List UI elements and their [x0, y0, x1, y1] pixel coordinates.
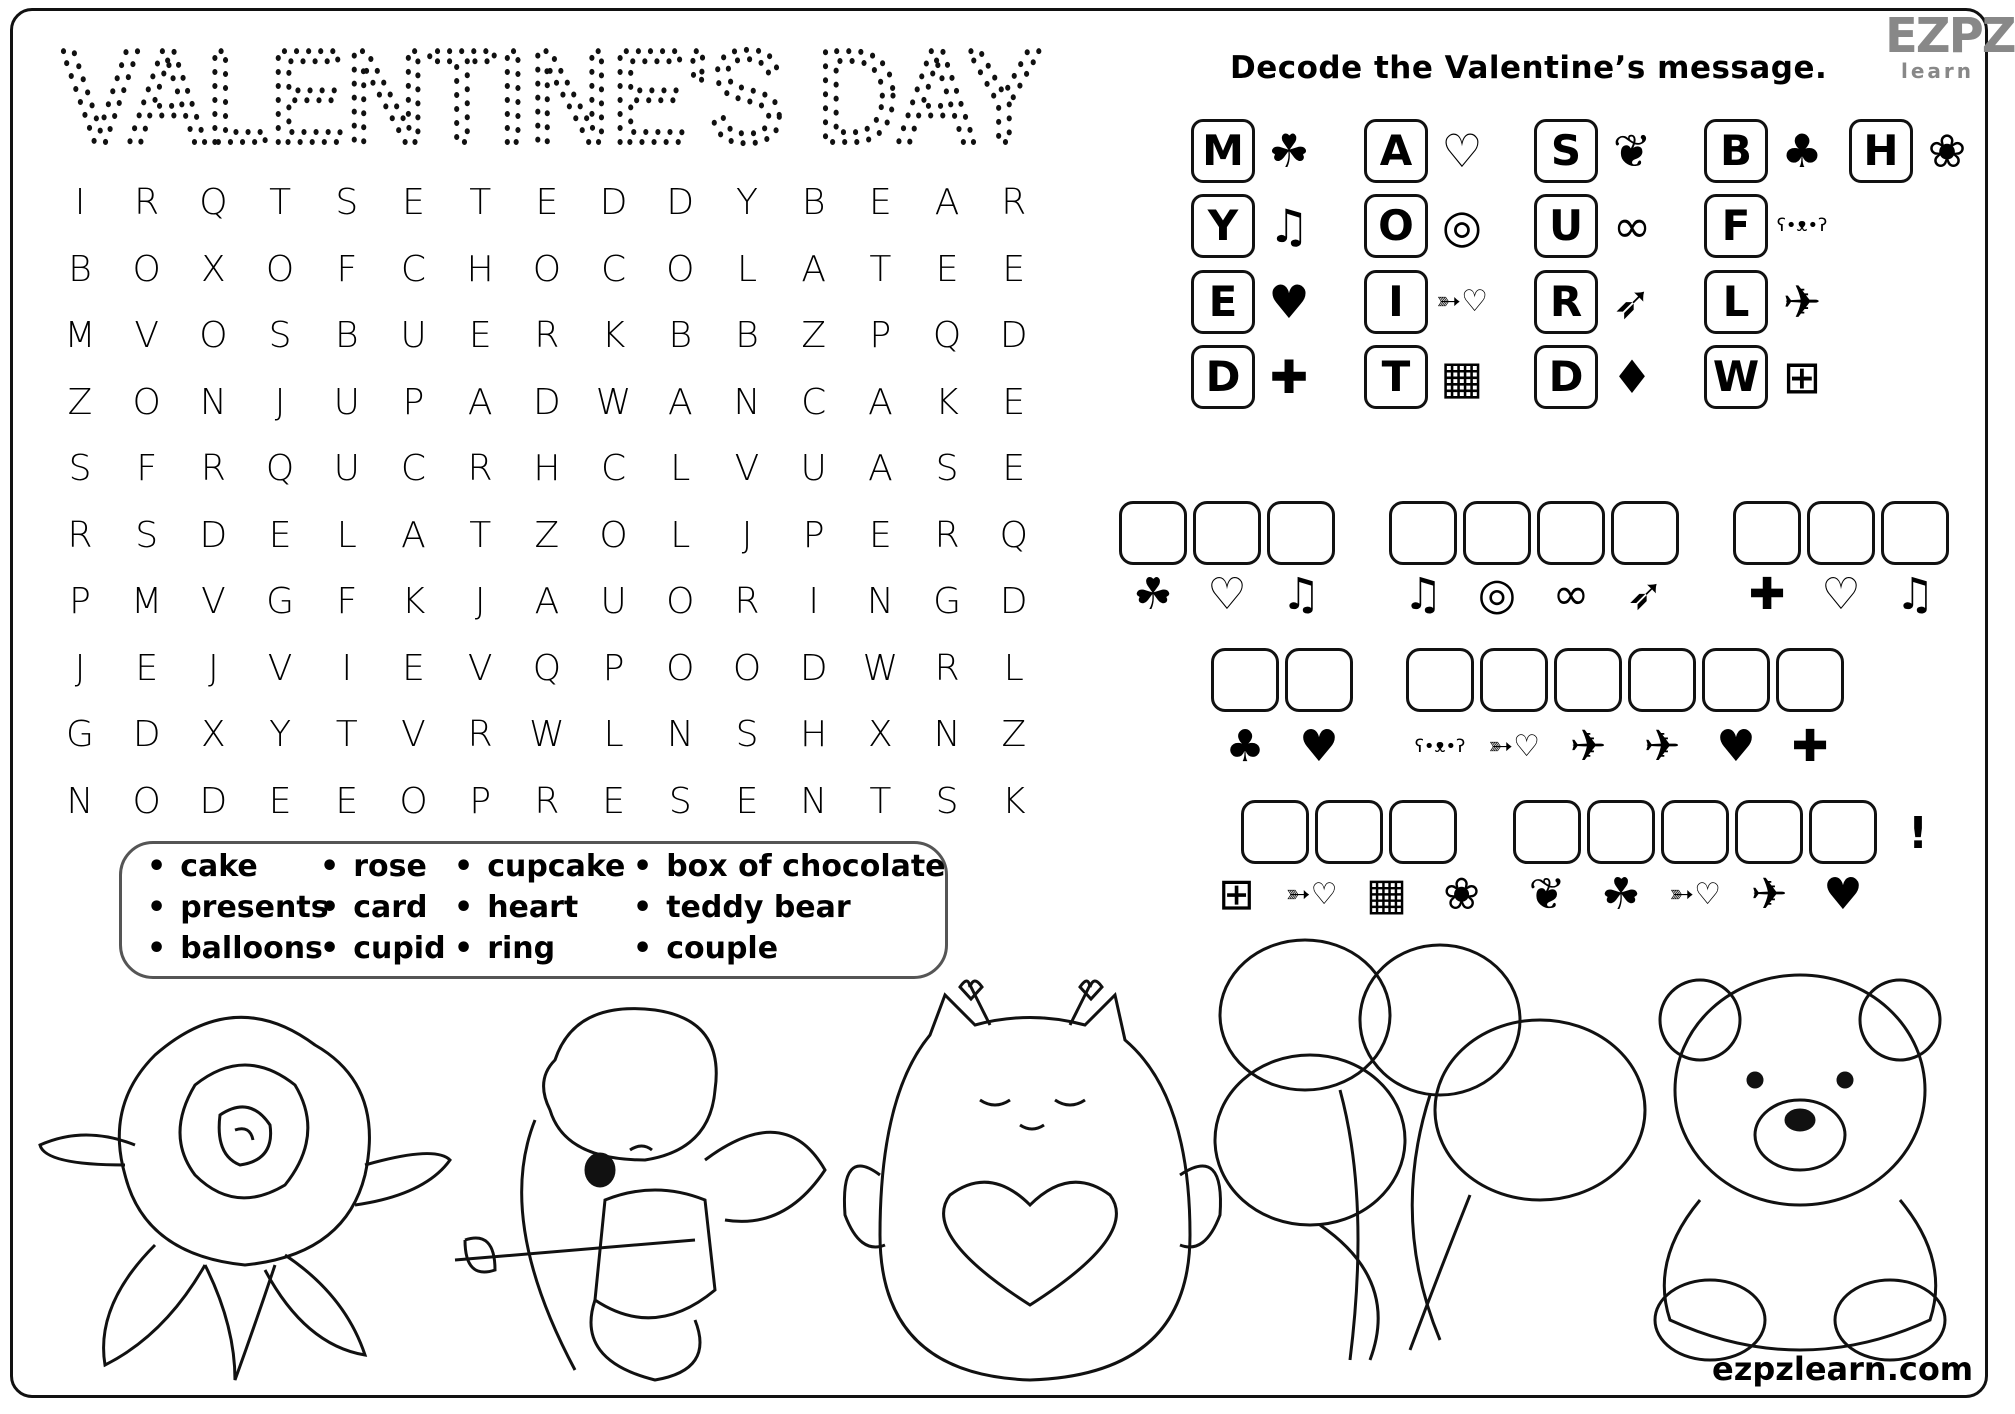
- grid-letter[interactable]: T: [869, 248, 892, 290]
- teddy-bear-icon: ʕ•ᴥ•ʔ: [1414, 736, 1466, 757]
- word-list-item: • teddy bear: [633, 890, 851, 925]
- key-letter-box: M: [1191, 119, 1255, 183]
- cat-illustration: [840, 975, 1230, 1390]
- chocolate-icon: ▦: [1365, 869, 1408, 920]
- grid-letter[interactable]: D: [533, 381, 561, 423]
- answer-box[interactable]: [1702, 648, 1770, 712]
- answer-box[interactable]: [1776, 648, 1844, 712]
- heart-icon: ♥: [1823, 869, 1863, 920]
- grid-letter[interactable]: U: [333, 448, 360, 489]
- music-note-icon: ♫: [1403, 569, 1443, 620]
- grid-letter[interactable]: X: [868, 714, 893, 755]
- word-list-item: • rose: [320, 849, 427, 884]
- grid-letter[interactable]: S: [335, 182, 359, 223]
- plus-icon: ✚: [1791, 721, 1829, 772]
- bow-arrow-icon: ➶: [1626, 569, 1664, 620]
- grid-letter[interactable]: A: [534, 581, 560, 622]
- grid-letter[interactable]: C: [601, 248, 627, 290]
- grid-letter[interactable]: T: [869, 780, 892, 822]
- grid-letter[interactable]: R: [534, 780, 560, 822]
- grid-letter[interactable]: N: [66, 780, 94, 822]
- grid-letter[interactable]: N: [199, 381, 227, 423]
- grid-letter[interactable]: R: [934, 514, 960, 556]
- ezpz-logo: [1885, 8, 2015, 83]
- grid-letter[interactable]: M: [131, 581, 163, 622]
- website-url: ezpzlearn.com: [1712, 1350, 1974, 1388]
- grid-letter[interactable]: O: [532, 248, 562, 290]
- rose-icon: ❀: [1927, 124, 1967, 178]
- answer-box[interactable]: [1733, 501, 1801, 565]
- grid-letter[interactable]: R: [67, 514, 93, 556]
- grid-letter[interactable]: I: [808, 581, 819, 622]
- key-letter-box: D: [1534, 345, 1598, 409]
- answer-box[interactable]: [1661, 800, 1729, 864]
- grid-letter[interactable]: V: [267, 647, 293, 689]
- grid-letter[interactable]: U: [400, 315, 427, 356]
- word-list-item: • cupid: [320, 931, 446, 966]
- grid-letter[interactable]: O: [265, 248, 295, 290]
- grid-letter[interactable]: E: [1002, 248, 1026, 290]
- grid-letter[interactable]: Y: [736, 182, 758, 223]
- bird-icon: ❦: [1528, 869, 1566, 920]
- gift-icon: ⊞: [1218, 869, 1255, 920]
- grid-letter[interactable]: S: [68, 448, 92, 489]
- knot-heart-icon: ♡: [1207, 569, 1247, 620]
- grid-letter[interactable]: J: [74, 647, 86, 689]
- grid-letter[interactable]: Q: [932, 315, 962, 356]
- heart-icon: ♥: [1268, 275, 1310, 329]
- grid-letter[interactable]: X: [201, 714, 226, 755]
- grid-letter[interactable]: L: [736, 248, 758, 290]
- grid-letter[interactable]: E: [335, 780, 359, 822]
- plus-icon: ✚: [1269, 350, 1309, 404]
- answer-box[interactable]: [1537, 501, 1605, 565]
- grid-letter[interactable]: O: [666, 581, 695, 622]
- knot-heart-icon: ♡: [1441, 124, 1483, 178]
- grid-letter[interactable]: C: [400, 248, 427, 290]
- grid-letter[interactable]: D: [199, 514, 228, 556]
- grid-letter[interactable]: E: [869, 182, 892, 223]
- exclamation-mark: !: [1908, 808, 1929, 859]
- key-letter-box: A: [1364, 119, 1428, 183]
- grid-letter[interactable]: R: [1001, 182, 1027, 223]
- grid-letter[interactable]: V: [201, 581, 226, 622]
- grid-letter[interactable]: J: [208, 647, 219, 689]
- grid-letter[interactable]: E: [735, 780, 759, 822]
- grid-letter[interactable]: O: [132, 248, 161, 290]
- grid-letter[interactable]: P: [869, 315, 892, 356]
- grid-letter[interactable]: R: [734, 581, 760, 622]
- grid-letter[interactable]: L: [603, 714, 624, 755]
- grid-letter[interactable]: O: [399, 780, 428, 822]
- grid-letter[interactable]: D: [999, 581, 1028, 622]
- logo-subtext: learn: [1900, 59, 1975, 83]
- spiral-icon: ◎: [1441, 199, 1483, 253]
- grid-letter[interactable]: P: [402, 381, 425, 423]
- grid-letter[interactable]: C: [801, 381, 827, 423]
- key-letter-box: O: [1364, 194, 1428, 258]
- heart-arrow-icon: ➳♡: [1668, 877, 1722, 912]
- grid-letter[interactable]: M: [64, 315, 96, 356]
- infinity-icon: ∞: [1552, 569, 1590, 620]
- grid-letter[interactable]: O: [666, 647, 695, 689]
- word-list-item: • couple: [633, 931, 778, 966]
- answer-box[interactable]: [1554, 648, 1622, 712]
- infinity-icon: ∞: [1612, 199, 1652, 253]
- grid-letter[interactable]: O: [132, 780, 161, 822]
- club-icon: ♣: [1781, 124, 1823, 178]
- music-note-icon: ♫: [1895, 569, 1935, 620]
- grid-letter[interactable]: A: [868, 448, 893, 489]
- grid-letter[interactable]: C: [601, 448, 627, 489]
- answer-box[interactable]: [1211, 648, 1279, 712]
- grid-letter[interactable]: T: [335, 714, 358, 755]
- grid-letter[interactable]: L: [336, 514, 357, 556]
- grid-letter[interactable]: E: [935, 248, 959, 290]
- grid-letter[interactable]: O: [132, 381, 161, 423]
- grid-letter[interactable]: B: [735, 315, 759, 356]
- rose-illustration: [35, 995, 455, 1385]
- grid-letter[interactable]: W: [595, 381, 632, 423]
- word-list-item: • balloons: [147, 931, 323, 966]
- grid-letter[interactable]: S: [735, 714, 759, 755]
- teddy-bear-icon: ʕ•ᴥ•ʔ: [1776, 215, 1828, 236]
- grid-letter[interactable]: Q: [265, 448, 295, 489]
- grid-letter[interactable]: E: [135, 647, 159, 689]
- grid-letter[interactable]: F: [336, 581, 358, 622]
- grid-letter[interactable]: K: [1001, 780, 1026, 822]
- grid-letter[interactable]: D: [132, 714, 161, 755]
- grid-letter[interactable]: H: [533, 448, 561, 489]
- answer-box[interactable]: [1587, 800, 1655, 864]
- grid-letter[interactable]: K: [401, 581, 426, 622]
- answer-box[interactable]: [1241, 800, 1309, 864]
- grid-letter[interactable]: I: [341, 647, 353, 689]
- grid-letter[interactable]: P: [802, 514, 825, 556]
- word-list-item: • cake: [147, 849, 258, 884]
- music-note-icon: ♫: [1268, 199, 1310, 253]
- key-letter-box: I: [1364, 270, 1428, 334]
- grid-letter[interactable]: R: [200, 448, 226, 489]
- grid-letter[interactable]: D: [799, 647, 828, 689]
- grid-letter[interactable]: S: [935, 780, 959, 822]
- clover-icon: ☘: [1601, 869, 1641, 920]
- word-list-item: • box of chocolate: [633, 849, 946, 884]
- grid-letter[interactable]: O: [732, 647, 762, 689]
- grid-letter[interactable]: S: [135, 514, 159, 556]
- grid-letter[interactable]: Y: [269, 714, 292, 755]
- grid-letter[interactable]: W: [862, 647, 899, 689]
- key-letter-box: F: [1704, 194, 1768, 258]
- bow-arrow-icon: ➶: [1612, 275, 1652, 329]
- grid-letter[interactable]: N: [933, 714, 961, 755]
- grid-letter[interactable]: J: [474, 581, 486, 622]
- grid-letter[interactable]: D: [199, 780, 228, 822]
- word-list-item: • card: [320, 890, 427, 925]
- grid-letter[interactable]: J: [274, 381, 286, 423]
- grid-letter[interactable]: V: [467, 647, 493, 689]
- answer-box[interactable]: [1480, 648, 1548, 712]
- grid-letter[interactable]: Z: [534, 514, 560, 556]
- chocolate-icon: ▦: [1440, 350, 1484, 404]
- answer-box[interactable]: [1119, 501, 1187, 565]
- answer-box[interactable]: [1315, 800, 1383, 864]
- grid-letter[interactable]: N: [866, 581, 894, 622]
- cupid-illustration: [455, 1000, 835, 1390]
- grid-letter[interactable]: A: [401, 514, 426, 556]
- grid-letter[interactable]: O: [199, 315, 228, 356]
- answer-box[interactable]: [1513, 800, 1581, 864]
- grid-letter[interactable]: P: [602, 647, 625, 689]
- grid-letter[interactable]: S: [935, 448, 959, 489]
- logo-text: EZPZ: [1885, 8, 2015, 64]
- grid-letter[interactable]: F: [136, 448, 158, 489]
- grid-letter[interactable]: X: [201, 248, 226, 290]
- balloons-illustration: [1210, 940, 1650, 1370]
- grid-letter[interactable]: R: [467, 448, 493, 489]
- grid-letter[interactable]: A: [801, 248, 826, 290]
- grid-letter[interactable]: L: [670, 448, 691, 489]
- grid-letter[interactable]: A: [667, 381, 693, 423]
- answer-box[interactable]: [1809, 800, 1877, 864]
- grid-letter[interactable]: A: [467, 381, 493, 423]
- grid-letter[interactable]: Q: [199, 182, 228, 223]
- grid-letter[interactable]: U: [600, 581, 627, 622]
- grid-letter[interactable]: S: [268, 315, 292, 356]
- grid-letter[interactable]: Z: [1001, 714, 1027, 755]
- answer-box[interactable]: [1389, 800, 1457, 864]
- grid-letter[interactable]: U: [333, 381, 360, 423]
- grid-letter[interactable]: V: [734, 448, 760, 489]
- key-letter-box: U: [1534, 194, 1598, 258]
- cupid-icon: ✈: [1750, 869, 1788, 920]
- teddy-bear-illustration: [1640, 960, 1970, 1370]
- knot-heart-icon: ♡: [1821, 569, 1861, 620]
- grid-letter[interactable]: N: [666, 714, 694, 755]
- cupid-icon: ✈: [1643, 721, 1681, 772]
- grid-letter[interactable]: T: [469, 514, 492, 556]
- grid-letter[interactable]: S: [668, 780, 692, 822]
- grid-letter[interactable]: E: [402, 182, 425, 223]
- grid-letter[interactable]: B: [335, 315, 359, 356]
- grid-letter[interactable]: L: [670, 514, 691, 556]
- grid-letter[interactable]: A: [868, 381, 893, 423]
- word-list-item: • cupcake: [454, 849, 625, 884]
- grid-letter[interactable]: B: [801, 182, 826, 223]
- key-letter-box: D: [1191, 345, 1255, 409]
- grid-letter[interactable]: K: [935, 381, 959, 423]
- heart-arrow-icon: ➳♡: [1487, 729, 1541, 764]
- decode-title: Decode the Valentine’s message.: [1230, 50, 1828, 86]
- grid-letter[interactable]: D: [666, 182, 695, 223]
- key-letter-box: L: [1704, 270, 1768, 334]
- answer-box[interactable]: [1807, 501, 1875, 565]
- grid-letter[interactable]: T: [269, 182, 292, 223]
- grid-letter[interactable]: T: [469, 182, 492, 223]
- word-list-item: • ring: [454, 931, 555, 966]
- grid-letter[interactable]: Q: [532, 647, 562, 689]
- cupid-icon: ✈: [1782, 275, 1822, 329]
- grid-letter[interactable]: E: [268, 780, 292, 822]
- music-note-icon: ♫: [1281, 569, 1321, 620]
- heart-arrow-icon: ➳♡: [1435, 284, 1489, 319]
- answer-box[interactable]: [1463, 501, 1531, 565]
- answer-box[interactable]: [1406, 648, 1474, 712]
- grid-letter[interactable]: D: [599, 182, 628, 223]
- cupid-icon: ✈: [1569, 721, 1607, 772]
- grid-letter[interactable]: E: [869, 514, 892, 556]
- grid-letter[interactable]: E: [402, 647, 425, 689]
- grid-letter[interactable]: B: [668, 315, 693, 356]
- diamond-icon: ♦: [1611, 350, 1653, 404]
- grid-letter[interactable]: Z: [67, 381, 93, 423]
- grid-letter[interactable]: N: [800, 780, 828, 822]
- grid-letter[interactable]: R: [134, 182, 160, 223]
- key-letter-box: W: [1704, 345, 1768, 409]
- answer-box[interactable]: [1389, 501, 1457, 565]
- grid-letter[interactable]: V: [134, 315, 159, 356]
- grid-letter[interactable]: F: [336, 248, 358, 290]
- grid-letter[interactable]: O: [666, 248, 695, 290]
- heart-icon: ♥: [1299, 721, 1339, 772]
- plus-icon: ✚: [1748, 569, 1786, 620]
- grid-letter[interactable]: Z: [801, 315, 827, 356]
- key-letter-box: S: [1534, 119, 1598, 183]
- grid-letter[interactable]: D: [999, 315, 1028, 356]
- grid-letter[interactable]: G: [933, 581, 962, 622]
- grid-letter[interactable]: R: [534, 315, 560, 356]
- key-letter-box: H: [1849, 119, 1913, 183]
- grid-letter[interactable]: N: [733, 381, 761, 423]
- grid-letter[interactable]: P: [69, 581, 91, 622]
- key-letter-box: R: [1534, 270, 1598, 334]
- grid-letter[interactable]: E: [1002, 448, 1026, 489]
- grid-letter[interactable]: I: [74, 182, 86, 223]
- answer-box[interactable]: [1881, 501, 1949, 565]
- answer-box[interactable]: [1267, 501, 1335, 565]
- grid-letter[interactable]: Q: [999, 514, 1028, 556]
- key-letter-box: T: [1364, 345, 1428, 409]
- grid-letter[interactable]: B: [68, 248, 92, 290]
- heart-icon: ♥: [1716, 721, 1756, 772]
- grid-letter[interactable]: G: [66, 714, 94, 755]
- bird-icon: ❦: [1612, 124, 1652, 178]
- heart-arrow-icon: ➳♡: [1285, 877, 1338, 912]
- gift-icon: ⊞: [1782, 350, 1822, 404]
- spiral-icon: ◎: [1477, 569, 1517, 620]
- grid-letter[interactable]: L: [1003, 647, 1024, 689]
- clover-icon: ☘: [1268, 124, 1310, 178]
- answer-box[interactable]: [1611, 501, 1679, 565]
- grid-letter[interactable]: R: [934, 647, 960, 689]
- grid-letter[interactable]: E: [468, 315, 492, 356]
- grid-letter[interactable]: A: [934, 182, 960, 223]
- grid-letter[interactable]: K: [601, 315, 626, 356]
- grid-letter[interactable]: R: [467, 714, 493, 755]
- key-letter-box: Y: [1191, 194, 1255, 258]
- answer-box[interactable]: [1193, 501, 1261, 565]
- title-dotted-text: VALENTINE'S DAY: [62, 23, 1042, 170]
- grid-letter[interactable]: H: [800, 714, 828, 755]
- grid-letter[interactable]: E: [1002, 381, 1026, 423]
- club-icon: ♣: [1225, 721, 1265, 772]
- grid-letter[interactable]: W: [529, 714, 565, 755]
- grid-letter[interactable]: E: [535, 182, 559, 223]
- grid-letter[interactable]: C: [400, 448, 427, 489]
- grid-letter[interactable]: E: [602, 780, 625, 822]
- grid-letter[interactable]: E: [268, 514, 292, 556]
- answer-box[interactable]: [1628, 648, 1696, 712]
- grid-letter[interactable]: G: [266, 581, 295, 622]
- answer-box[interactable]: [1285, 648, 1353, 712]
- word-list-item: • presents: [147, 890, 329, 925]
- grid-letter[interactable]: V: [401, 714, 426, 755]
- word-list-item: • heart: [454, 890, 578, 925]
- key-letter-box: B: [1704, 119, 1768, 183]
- grid-letter[interactable]: H: [466, 248, 494, 290]
- grid-letter[interactable]: P: [469, 780, 492, 822]
- clover-icon: ☘: [1133, 569, 1173, 620]
- grid-letter[interactable]: J: [741, 514, 753, 556]
- answer-box[interactable]: [1735, 800, 1803, 864]
- grid-letter[interactable]: U: [800, 448, 827, 489]
- grid-letter[interactable]: O: [599, 514, 628, 556]
- page-title: [60, 23, 1050, 170]
- key-letter-box: E: [1191, 270, 1255, 334]
- rose-icon: ❀: [1443, 869, 1480, 920]
